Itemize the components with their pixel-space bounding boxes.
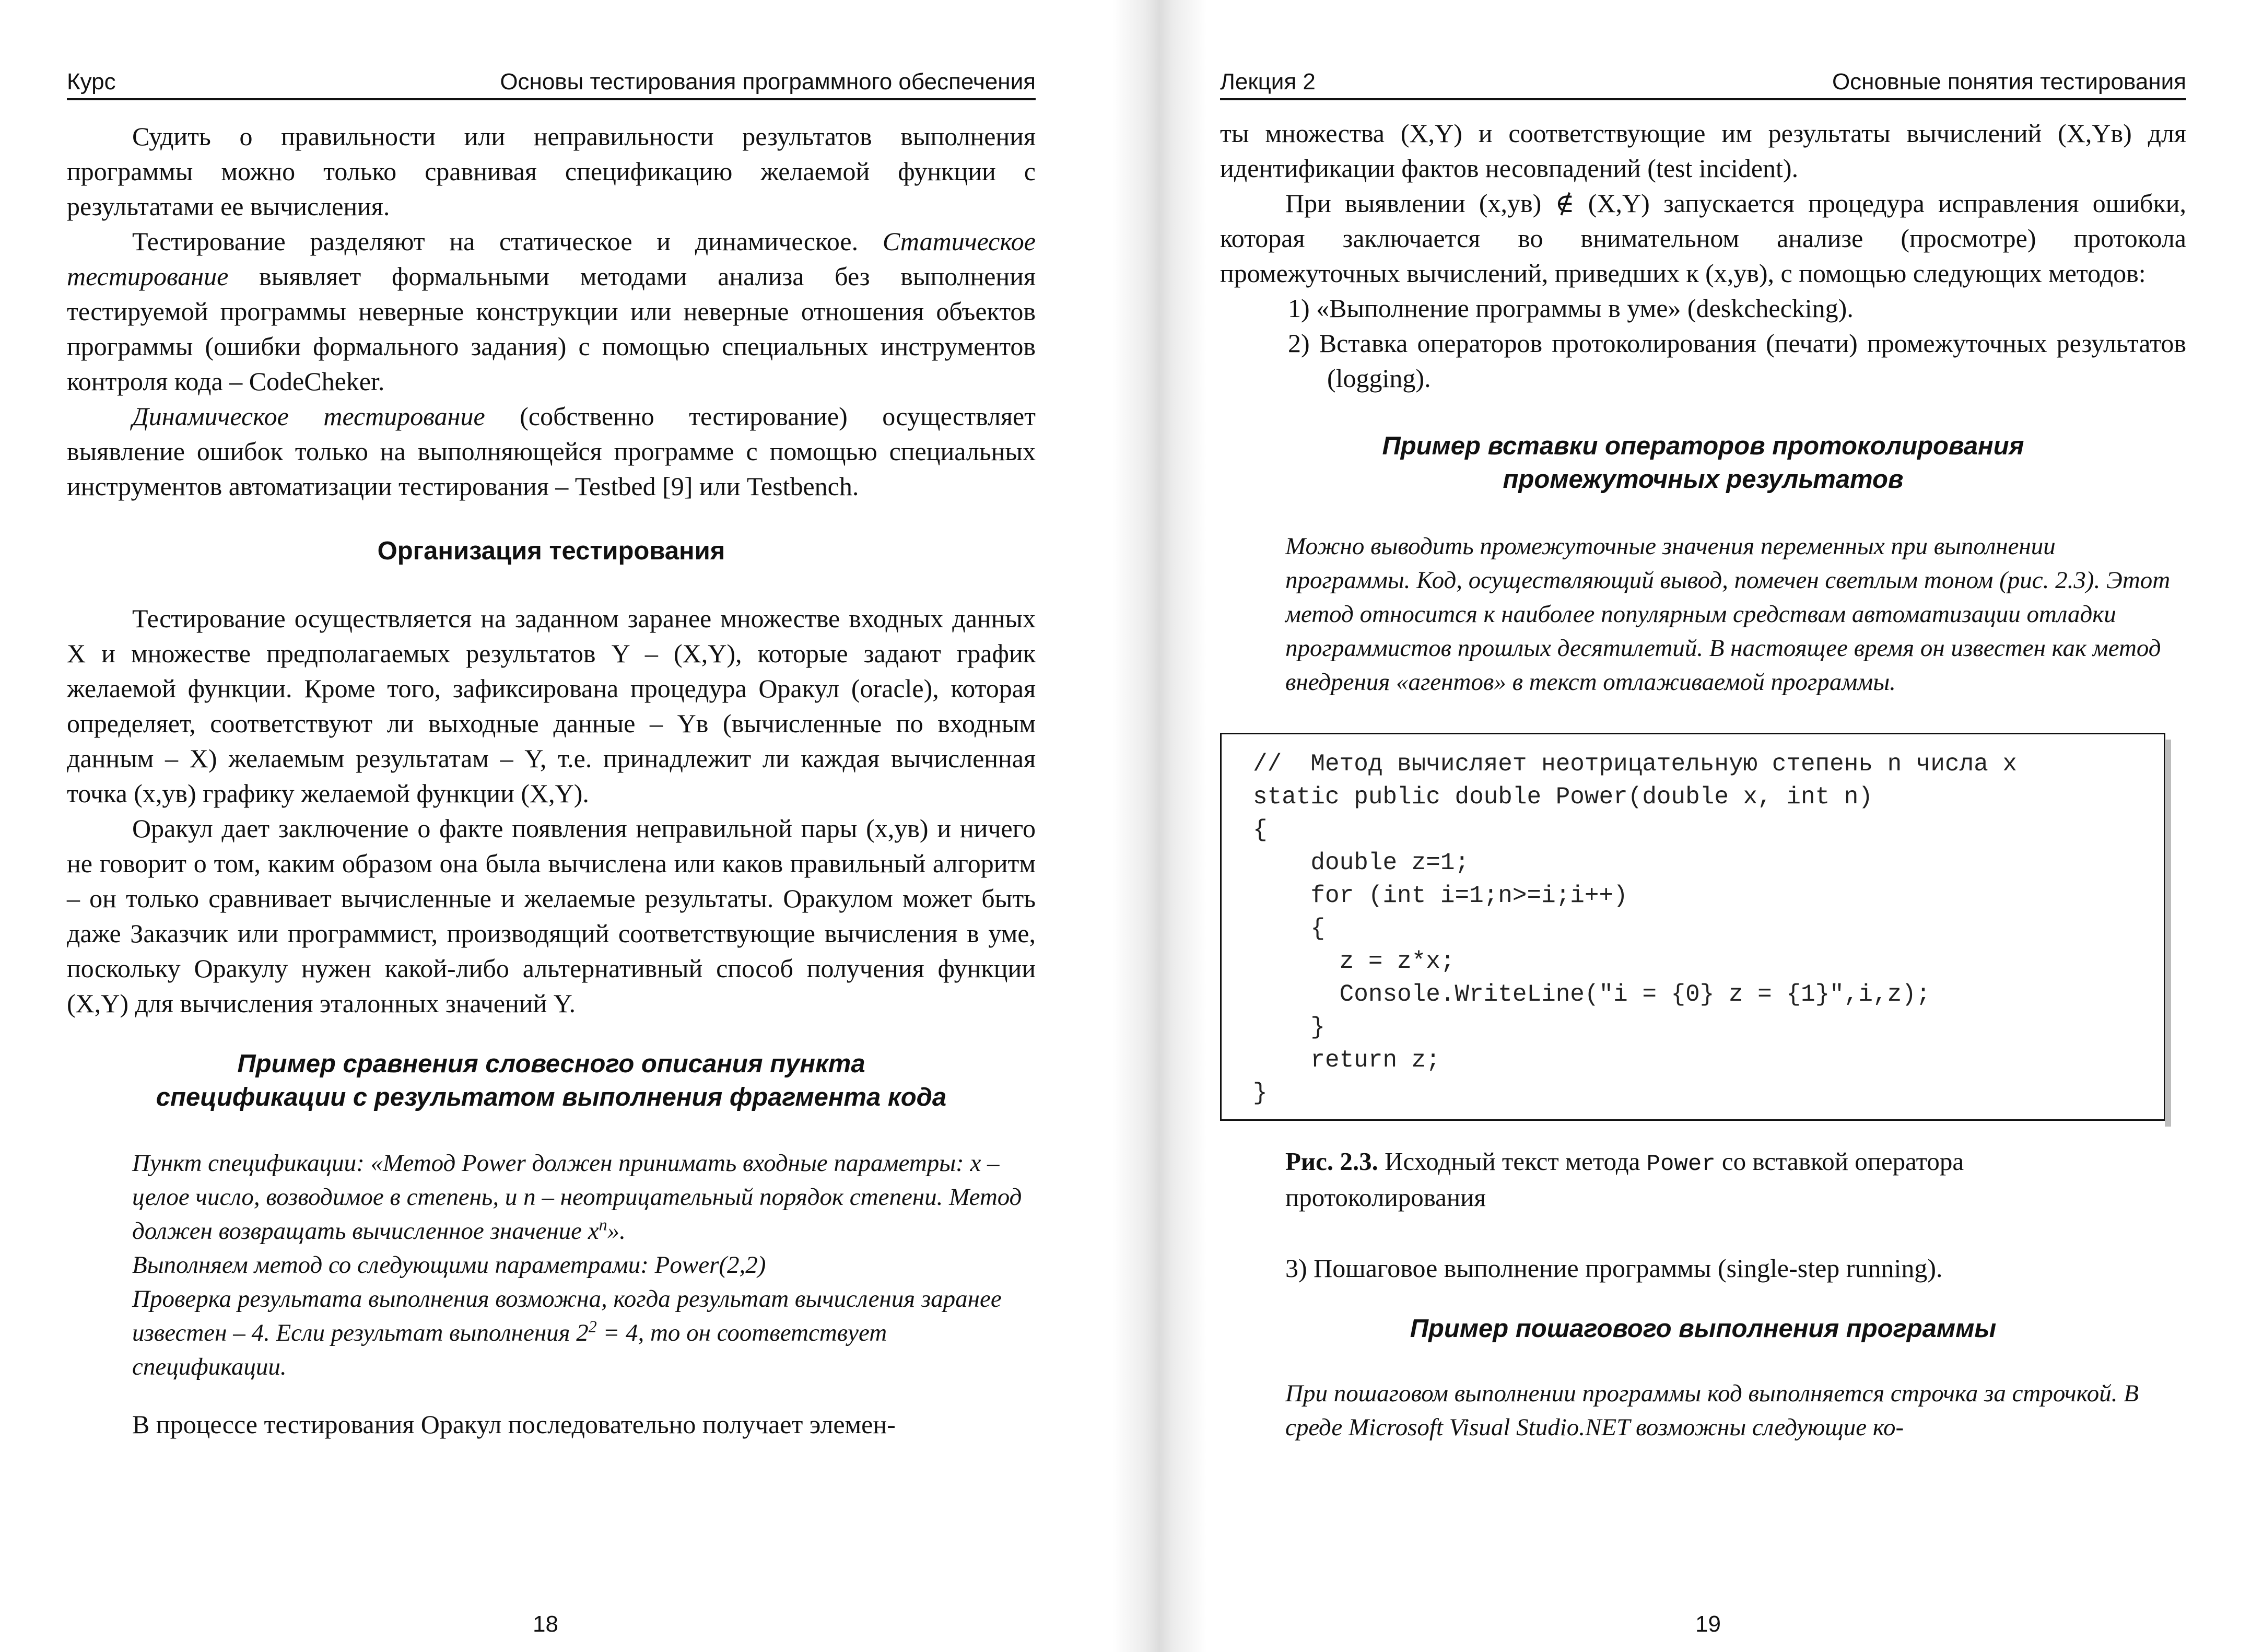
code-line: for (int i=1;n>=i;i++) — [1253, 882, 1628, 909]
left-para-5: Оракул дает заключение о факте появления неправильной пары (x,yв) и ничего не говорит о том, каким образом она была вычислена или каков правильный алгоритм – он только сравнивает вычисленные и желаемые результаты. Оракулом может быть даже Заказчик или программист, производящий соответствующие вычисления в уме, поскольку Оракулу нужен какой-либо альтернативный способ получения функции (X,Y) для вычисления эталонных значений Y. — [67, 814, 1036, 1018]
spec-example-block — [132, 1146, 1036, 1384]
code-line: return z; — [1253, 1047, 1440, 1074]
left-para-6: В процессе тестирования Оракул последовательно получает элемен- — [132, 1410, 896, 1439]
left-page-number: 18 — [533, 1611, 558, 1637]
code-line: } — [1253, 1014, 1326, 1041]
method-list-item-3: 3) Пошаговое выполнение программы (single-step running). — [1285, 1253, 1943, 1283]
heading-logging-example: Пример вставки операторов протоколирования промежуточных результатов — [1382, 432, 2024, 494]
logging-example-text: Можно выводить промежуточные значения переменных при выполнении программы. Код, осуществляющий вывод, помечен светлым тоном (рис. 2.3). Этот метод относится к наиболее популярным средствам автоматизации отладки программистов прошлых десятилетий. В настоящее время он известен как метод внедрения «агентов» в текст отлаживаемой программы. — [1285, 533, 2171, 696]
method-list-item-2: 2) Вставка операторов протоколирования (печати) промежуточных результатов (logging). — [1288, 329, 2186, 393]
left-header-course: Курс — [67, 69, 116, 95]
heading-spec-comparison-example: Пример сравнения словесного описания пункта спецификации с результатом выполнения фрагмента кода — [156, 1050, 947, 1111]
right-para-2: При выявлении (x,yв) ∉ (X,Y) запускается процедура исправления ошибки, которая заключается во внимательном анализе (просмотре) протокола промежуточных вычислений, приведших к (x,yв), с помощью следующих методов: — [1220, 189, 2186, 288]
right-page-number: 19 — [1695, 1611, 1721, 1637]
right-header-lecture: Лекция 2 — [1220, 69, 1316, 95]
code-listing-box — [1220, 733, 2165, 1121]
figure-caption: Рис. 2.3. Исходный текст метода Power со вставкой оператора протоколирования — [1285, 1147, 1964, 1212]
right-para-1: ты множества (X,Y) и соответствующие им результаты вычислений (X,Yв) для идентификации фактов несовпадений (test incident). — [1220, 119, 2186, 183]
code-line: // Метод вычисляет неотрицательную степень n числа x — [1253, 751, 2018, 778]
right-page-body — [1220, 116, 2186, 1445]
right-header-title: Основные понятия тестирования — [1832, 69, 2186, 95]
method-list-item-1: 1) «Выполнение программы в уме» (deskchecking). — [1288, 294, 1854, 323]
term-dynamic-testing: Динамическое тестирование — [132, 402, 485, 431]
right-running-header — [1220, 64, 2186, 100]
left-page-body — [67, 119, 1036, 1442]
right-page — [1131, 0, 2263, 1652]
code-line: Console.WriteLine("i = {0} z = {1}",i,z); — [1253, 981, 1931, 1008]
single-step-example-text: При пошаговом выполнении программы код выполняется строчка за строчкой. В среде Microsoft Visual Studio.NET возможны следующие ко- — [1285, 1380, 2139, 1441]
left-para-4: Тестирование осуществляется на заданном заранее множестве входных данных X и множестве предполагаемых результатов Y – (X,Y), которые задают график желаемой функции. Кроме того, зафиксирована процедура Оракул (oracle), которая определяет, соответствуют ли выходные данные – Yв (вычисленные по входным данным – X) желаемым результатам – Y, т.е. принадлежит ли каждая вычисленная точка (x,yв) графику желаемой функции (X,Y). — [67, 604, 1036, 808]
left-page — [0, 0, 1131, 1652]
left-para-2: Тестирование разделяют на статическое и динамическое. Статическое тестирование выявляет формальными методами анализа без выполнения тестируемой программы неверные конструкции или неверные отношения объектов программы (ошибки формального задания) с помощью специальных инструментов контроля кода – CodeCheker. — [67, 227, 1036, 396]
heading-single-step-example: Пример пошагового выполнения программы — [1410, 1315, 1997, 1343]
code-line: { — [1253, 816, 1268, 843]
left-para-1: Судить о правильности или неправильности результатов выполнения программы можно только сравнивая спецификацию желаемой функции с результатами ее вычисления. — [67, 122, 1036, 221]
code-line: } — [1253, 1080, 1268, 1107]
left-header-title: Основы тестирования программного обеспечения — [500, 69, 1036, 95]
code-line: z = z*x; — [1253, 948, 1455, 975]
code-line: double z=1; — [1253, 849, 1470, 876]
code-line: { — [1253, 915, 1326, 942]
term-static-testing: Статическое тестирование — [67, 227, 1036, 291]
left-para-3: Динамическое тестирование (собственно тестирование) осуществляет выявление ошибок только на выполняющейся программе с помощью специальных инструментов автоматизации тестирования – Testbed [9] или Testbench. — [67, 402, 1036, 501]
left-running-header — [67, 64, 1036, 100]
spec-example-item: Пункт спецификации: «Метод Power должен принимать входные параметры: x – целое число, возводимое в степень, и n – неотрицательный порядок степени. Метод должен возвращать вычисленное значение $x^n$». — [132, 1150, 1022, 1245]
spec-example-check: Проверка результата выполнения возможна, когда результат вычисления заранее известен – 4. Если результат выполнения $2^2 = 4$, то он соответствует спецификации. — [132, 1285, 1002, 1380]
spec-example-call: Выполняем метод со следующими параметрами: Power(2,2) — [132, 1251, 766, 1279]
heading-testing-organization: Организация тестирования — [377, 537, 725, 565]
code-line: static public double Power(double x, int n) — [1253, 783, 1873, 811]
